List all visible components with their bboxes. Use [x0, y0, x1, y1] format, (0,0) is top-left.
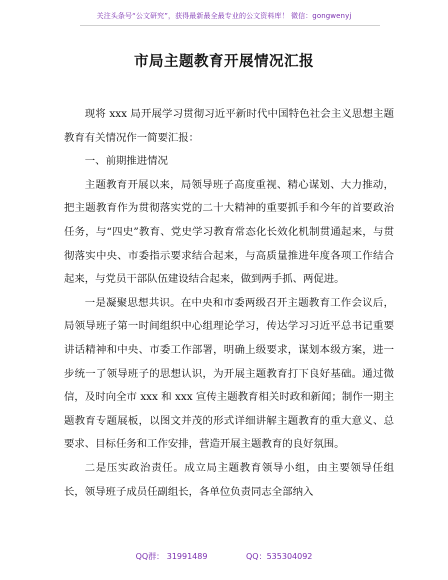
- qq-contact: QQ：535304092: [246, 552, 313, 561]
- body-paragraph: 一是凝聚思想共识。在中央和市委两级召开主题教育工作会议后，局领导班子第一时间组织中心组理论学习，传达学习习近平总书记重要讲话精神和中央、市委工作部署，明确上级要求，谋划本级方案，进一步统一了领导班子的思想认识，为开展主题教育打下良好基础。通过微信，及时向全市 xxx 和 xxx 宣传主题教育相关时政和新闻；制作一期主题教育专题展板，以图文并茂的形式详细讲解主题教育的重大意义、总要求、目标任务和工作安排，营造开展主题教育的良好氛围。: [64, 296, 394, 451]
- body-paragraph: 二是压实政治责任。成立局主题教育领导小组，由主要领导任组长，领导班子成员任副组长，各单位负责同志全部纳入: [64, 461, 394, 498]
- qq-group: QQ群： 31991489: [135, 552, 208, 561]
- body-paragraph: 主题教育开展以来，局领导班子高度重视、精心谋划、大力推动，把主题教育作为贯彻落实党的二十大精神的重要抓手和今年的首要政治任务，与“四史”教育、党史学习教育常态化长效化机制贯通起来，与贯彻落实中央、市委指示要求结合起来，与高质量推进年度各项工作结合起来，与党员干部队伍建设结合起来，做到两手抓、两促进。: [64, 178, 394, 286]
- intro-paragraph: 现将 xxx 局开展学习贯彻习近平新时代中国特色社会主义思想主题教育有关情况作一简要汇报：: [64, 108, 394, 144]
- document-body: [64, 103, 394, 504]
- document-title: 市局主题教育开展情况汇报: [134, 54, 314, 70]
- header-divider: [80, 25, 380, 26]
- promo-header: 关注头条号“公文研究”，获得最新最全最专业的公文资料库！ 微信：gongwenyj: [96, 12, 352, 20]
- contact-footer: [0, 551, 448, 562]
- section-heading: 一、前期推进情况: [84, 155, 168, 168]
